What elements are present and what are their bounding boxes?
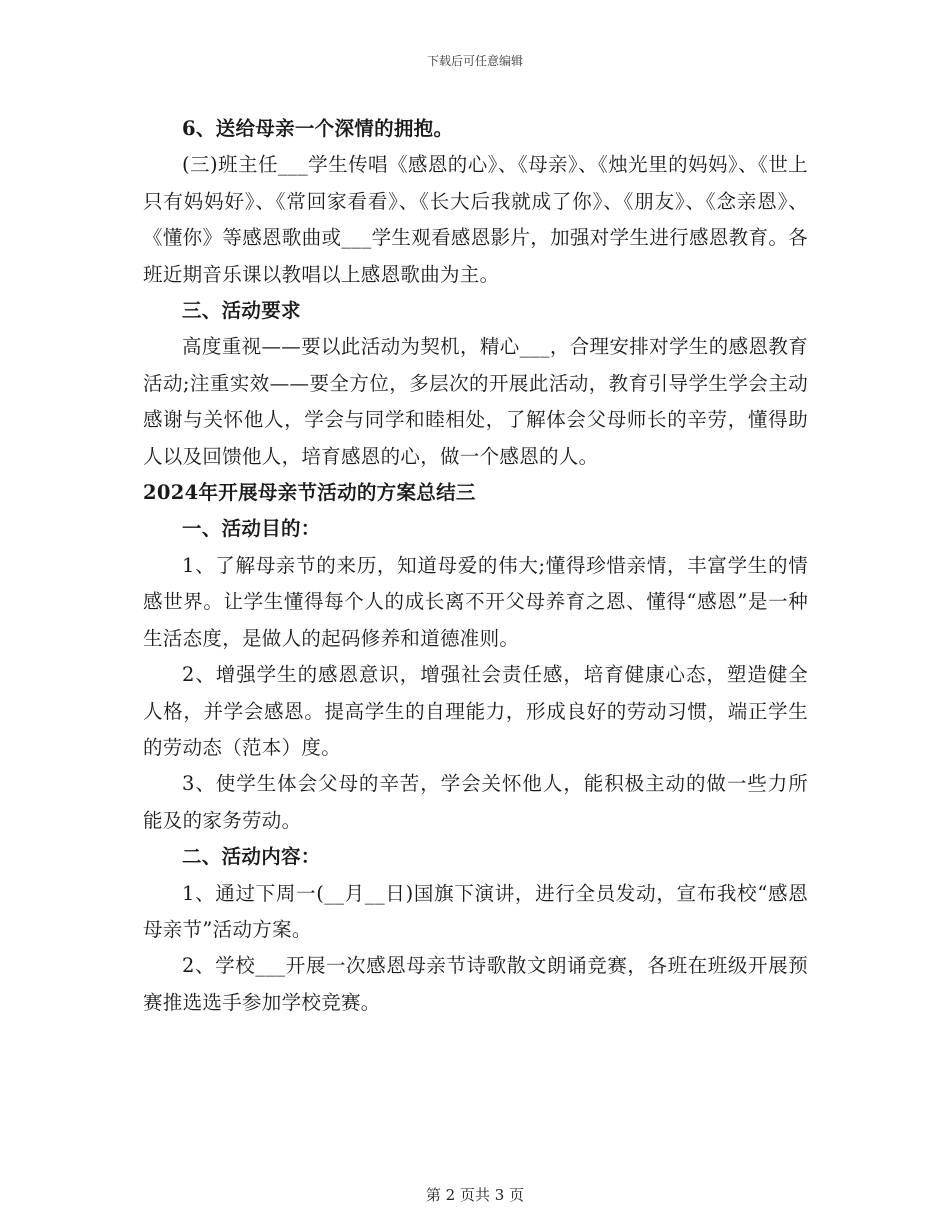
paragraph-requirements: 高度重视——要以此活动为契机，精心___，合理安排对学生的感恩教育活动;注重实效——要全方位，多层次的开展此活动，教育引导学生学会主动感谢与关怀他人，学会与同学和睦相处，了解体会父母师长的辛劳，懂得助人以及回馈他人，培育感恩的心，做一个感恩的人。 [143, 335, 808, 468]
paragraph-content-1: 1、通过下周一(__月__日)国旗下演讲，进行全员发动，宣布我校“感恩母亲节”活动方案。 [143, 881, 808, 941]
paragraph-heading-hug: 6、送给母亲一个深情的拥抱。 [182, 117, 454, 140]
paragraph-purpose-1: 1、了解母亲节的来历，知道母爱的伟大;懂得珍惜亲情，丰富学生的情感世界。让学生懂得每个人的成长离不开父母养育之恩、懂得“感恩”是一种生活态度，是做人的起码修养和道德准则。 [143, 553, 808, 650]
paragraph-songs: (三)班主任___学生传唱《感恩的心》、《母亲》、《烛光里的妈妈》、《世上只有妈妈好》、《常回家看看》、《长大后我就成了你》、《朋友》、《念亲恩》、《懂你》等感恩歌曲或___学生观看感恩影片，加强对学生进行感恩教育。各班近期音乐课以教唱以上感恩歌曲为主。 [143, 153, 808, 286]
page-footer: 第 2 页共 3 页 [425, 1186, 525, 1204]
section-heading-purpose: 一、活动目的： [182, 517, 321, 541]
paragraph-content-2: 2、学校___开展一次感恩母亲节诗歌散文朗诵竞赛，各班在班级开展预赛推选选手参加学校竞赛。 [143, 954, 808, 1014]
page-header: 下载后可任意编辑 [426, 54, 523, 68]
paragraph-purpose-2: 2、增强学生的感恩意识，增强社会责任感，培育健康心态，塑造健全人格，并学会感恩。提高学生的自理能力，形成良好的劳动习惯，端正学生的劳动态（范本）度。 [143, 663, 808, 759]
document-body [143, 111, 808, 1021]
paragraph-purpose-3: 3、使学生体会父母的辛苦，学会关怀他人，能积极主动的做一些力所能及的家务劳动。 [143, 772, 808, 832]
section-heading-requirements: 三、活动要求 [182, 299, 301, 323]
section-heading-content: 二、活动内容： [182, 845, 321, 869]
document-subtitle: 2024年开展母亲节活动的方案总结三 [143, 481, 476, 505]
